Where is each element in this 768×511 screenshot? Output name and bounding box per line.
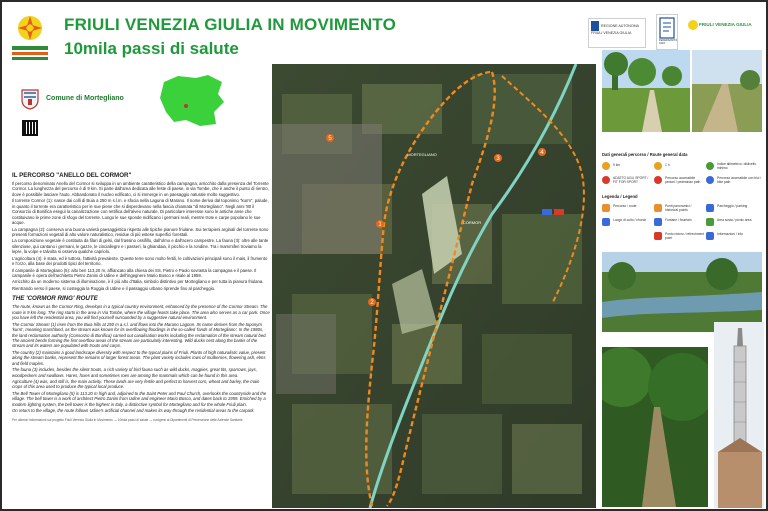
sport-icon bbox=[602, 176, 610, 184]
it-paragraph: Il torrente Cormor (1): nasce dai colli di Buia a 250 m s.l.m. e sfocia nella Laguna di Marano. Il nome deriva dal toponimo "kurm", palude, in quanto il torrente era caratteristico per le sue piene che si disperdevano nella fascia chiamata "di Mortegliano". Negli anni '80 il Consorzio di Bonifica eseguì la canalizzazione con rettifica dell'alveo naturale. Di particolare interesse sono le antiche anse che costituivano le prime zone di sfogo del torrente. Lungo le sue sponde nidificano i germani reali, mentre trote e carpe popolano le sue acque. bbox=[12, 198, 269, 226]
description-column bbox=[12, 172, 270, 502]
legend-general-item: 1 h bbox=[665, 163, 670, 167]
it-paragraph: La campagna (2): conserva una buona varietà paesaggistica rispetto alle tipiche pianure friulane. Sui terrapieni arginali del torrente sono presenti formazioni vegetali di alto valore naturalistico, residue di più estese superfici forestali. bbox=[12, 226, 269, 237]
en-paragraph: Agriculture (4) was, and still is, the main activity. These lands are very fertile and perfect to harvest corn, wheat and barley, the main crops of this area used to produce the typical local produce. bbox=[12, 379, 260, 390]
partner-regione-text: REGIONE AUTONOMA FRIULI VENEZIA GIULIA bbox=[591, 23, 639, 35]
map-start-marker[interactable] bbox=[554, 209, 564, 215]
map-point-label: 5 bbox=[328, 136, 332, 142]
refreshment-icon bbox=[654, 232, 662, 240]
map-point-label: 2 bbox=[370, 300, 374, 306]
en-paragraph: The Cormor Stream (1) rises from the Buia hills at 250 m a.s.l. and flows into the Marano Lagoon. Its name derives from the toponym 'kurm', meaning marshland, as the stream was known for its overflowing floodings in the so-called 'lands of Mortegliano'. In the 1980s, the land reclamation authority (Consorzio di Bonifica) carried out canalisation works including the reclamation of the stream natural bed. The ancient bends forming the first overflow areas of the stream are particularly interesting. Wild ducks nest along the banks of the stream and its waters are populated with trouts and carps. bbox=[12, 321, 267, 349]
en-paragraph: On return to the village, the route follows Udine's artificial channel and makes its way through the residential areas to the carpark. bbox=[12, 408, 255, 414]
en-paragraph: The country (2) maintains a good landscape diversity with respect to the typical plains of Friuli. Plants of high naturalistic value, present along the stream banks, represent the remains of larger forest areas. The plant variety includes rows of mulberries, flowering ash, elms and field maples. bbox=[12, 349, 266, 366]
route-icon bbox=[602, 204, 610, 212]
legend-title: Legenda / Legend bbox=[602, 194, 638, 199]
map-label-mortegliano: MORTEGLIANO bbox=[407, 152, 437, 157]
footer-note: Per ulteriori informazioni sul progetto Friuli Venezia Giulia in Movimento — 10mila passi di salute — rivolgersi ai Dipartimenti di Prevenzione delle Aziende Sanitarie. bbox=[12, 417, 244, 422]
fountain-icon bbox=[654, 218, 662, 226]
it-paragraph: L'agricoltura (4): è stata, ed è tuttora, l'attività prevalente. Queste terre sono molto fertili, le coltivazioni principali sono il mais, il frumento e l'orzo, alla base dei prodotti tipici del territorio. bbox=[12, 255, 268, 267]
photo-country-road bbox=[602, 50, 690, 132]
legend-general-item: ADATTO AGLI SPORT / FIT FOR SPORT bbox=[613, 176, 649, 184]
en-paragraph: The Bell Tower of Mortegliano (5) is 113.20 m high and, adjoined to the Saint Peter and Paul Church, overlooks the countryside and the village. The bell tower is a work of architect Pietro Zanini from Udine and engineer Mario Bosco, and dates back to 1959. Enriched by a modern lighting system, the bell tower is the highest in Italy, a distinctive symbol for Mortegliano and for the whole Friuli plain. bbox=[12, 390, 267, 407]
page-subtitle: 10mila passi di salute bbox=[64, 39, 239, 58]
legend-general-item: 9 km bbox=[613, 163, 621, 167]
federsanita-icon bbox=[659, 17, 675, 39]
qr-code[interactable] bbox=[22, 120, 38, 136]
photo-field-path bbox=[692, 50, 762, 132]
info-icon bbox=[706, 232, 714, 240]
it-paragraph: Il percorso denominato Anello del Cormor si sviluppa in un ambiente caratteristico della campagna, arricchito dalla presenza del Torrente Cormor. La lunghezza del percorso è di 9 km. Si parte dall'area dedicata alle feste di paese, in via Tombe, che è anche il punto di rientro, dove è possibile lasciare l'auto. Abbandonato il nucleo edificato, ci si immerge in un paesaggio naturale molto suggestivo. bbox=[12, 181, 269, 197]
parking-icon bbox=[706, 204, 714, 212]
municipality-crest-icon bbox=[20, 88, 40, 110]
distance-icon bbox=[602, 162, 610, 170]
legend-item: Area sosta / picnic area bbox=[717, 218, 752, 222]
it-paragraph: Rientrando verso il paese, si costeggia la Roggia di Udine e il passaggio urbano riprende fino al parcheggio. bbox=[12, 285, 216, 291]
church-icon bbox=[602, 218, 610, 226]
photo-bell-tower bbox=[714, 322, 764, 508]
fvg-movimento-logo bbox=[10, 12, 50, 64]
partner-regione-logo bbox=[588, 18, 646, 48]
photo-woodland-path bbox=[602, 347, 708, 507]
legend-general-item: Percorso accessibile pedoni / pedestrian path bbox=[665, 176, 701, 184]
legend-general-item: Indice altimetrico: dislivello minimo bbox=[717, 162, 757, 170]
legend-item: Luogo di culto / church bbox=[613, 218, 647, 222]
page-title: FRIULI VENEZIA GIULIA IN MOVIMENTO bbox=[64, 15, 397, 34]
route-legend bbox=[602, 152, 762, 322]
map-point-label: 1 bbox=[378, 222, 382, 228]
it-paragraph: Il campanile di Mortegliano (5): alto ben 113,20 m, affiancato alla chiesa dei SS. Pietro e Paolo sovrasta la campagna e il paese. Il campanile è opera dell'architetto Pietro Zanini di Udine e dell'ingegnere Mario Bosco e risale al 1959. bbox=[12, 267, 257, 278]
it-paragraph: La composizione vegetale è costituita da filari di gelsi, dal frassino ossifillo, dall'olmo e dall'acero campestre. La fauna (3): oltre alle tante silenziose, qui cantano i germani, le gazze, le cinciallegre e i passeri, la ghiandaia, il picchio e la rondine. Tra i mammiferi troviamo la lepre, la volpe e talvolta si osserva qualche capriolo. bbox=[12, 238, 269, 255]
municipality-name: Comune di Mortegliano bbox=[46, 95, 124, 102]
legend-general-title: Dati generali percorso / Route general data bbox=[602, 152, 688, 157]
legend-item: Percorso / route bbox=[613, 204, 637, 208]
en-paragraph: The fauna (3) includes, besides the silent trouts, a rich variety of bird fauna such as wild ducks, magpies, great tits, sparrows, jays, woodpeckers and swallows. Hares, foxes and sometimes roes are among the mammals which can be found in this area. bbox=[12, 367, 257, 378]
italian-heading: IL PERCORSO "ANELLO DEL CORMOR" bbox=[12, 172, 132, 179]
it-paragraph: Arricchito da un moderno sistema di illuminazione, è il più alto d'Italia, simbolo distintivo per Mortegliano e per tutta la pianura friulana. bbox=[12, 279, 264, 285]
legend-general-item: Percorso accessibile con bici / bike path bbox=[717, 176, 762, 184]
legend-item: Fontane / fountain bbox=[665, 218, 692, 222]
partner-fvg-logo bbox=[686, 18, 754, 48]
region-map bbox=[156, 72, 228, 130]
pedestrian-icon bbox=[654, 176, 662, 184]
map-point-label: 4 bbox=[540, 150, 544, 156]
legend-item: Punti panoramici / historical points bbox=[665, 204, 692, 212]
aerial-route-map[interactable] bbox=[272, 64, 596, 508]
historical-point-icon bbox=[654, 204, 662, 212]
picnic-icon bbox=[706, 218, 714, 226]
partner-federsanita-logo bbox=[656, 14, 678, 50]
bike-icon bbox=[706, 176, 714, 184]
legend-item: Punto ristoro / refreshment point bbox=[665, 232, 705, 240]
map-parking-marker[interactable] bbox=[542, 209, 552, 215]
map-point-label: 3 bbox=[496, 156, 500, 162]
english-heading: THE 'CORMOR RING' ROUTE bbox=[12, 295, 98, 303]
time-icon bbox=[654, 162, 662, 170]
elevation-icon bbox=[706, 162, 714, 170]
legend-item: Informazioni / info bbox=[717, 232, 744, 236]
partner-fvg-text: FRIULI VENEZIA GIULIA bbox=[699, 21, 752, 27]
legend-item: Parcheggio / parking bbox=[717, 204, 748, 208]
partner-federsanita-text: FEDERSANITÀ ANCI bbox=[659, 39, 678, 46]
en-paragraph: The route, known as the Cormor Ring, develops in a typical country environment, enhanced by the presence of the Cormor Stream. The route is 9 km long. The ring starts in the area in Via Tombe, where the village feasts take place. The area also serves as a car park. Once you have left the residential area, you will find yourself surrounded by a suggestive natural environment. bbox=[12, 304, 270, 321]
map-label-cormor: CORMOR bbox=[462, 220, 482, 225]
